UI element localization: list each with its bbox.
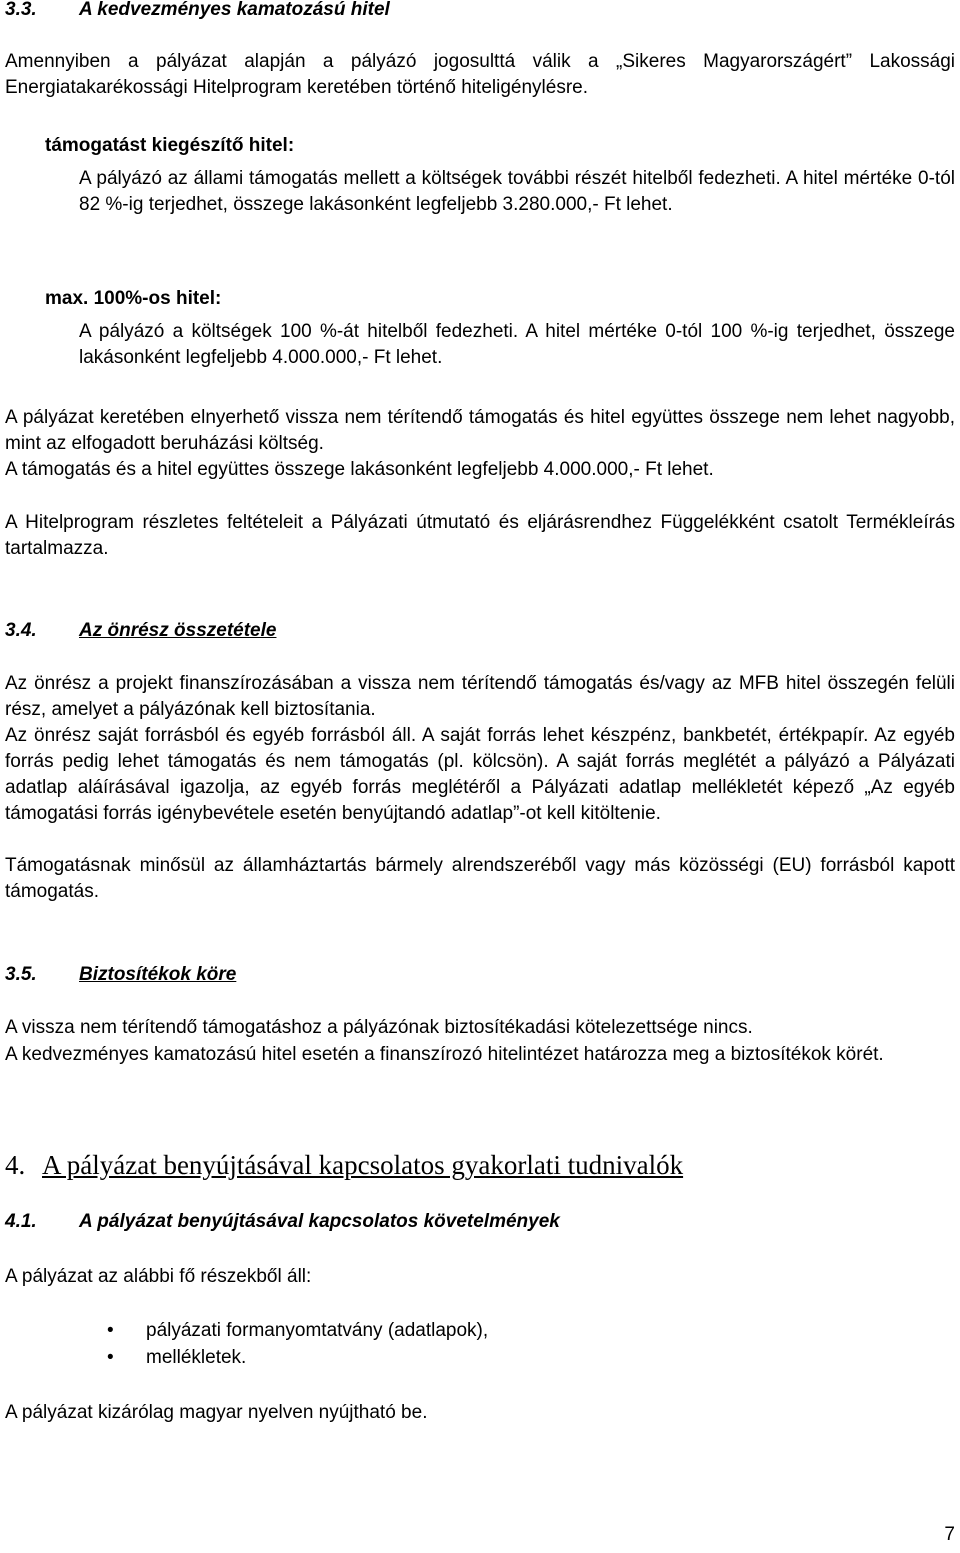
paragraph: Az önrész a projekt finanszírozásában a vissza nem térítendő támogatás és/vagy az MFB hitel összegén felüli rész, amelyet a pályázónak kell biztosítania. [5, 673, 955, 720]
paragraph: A kedvezményes kamatozású hitel esetén a finanszírozó hitelintézet határozza meg a biztosítékok körét. [5, 1044, 884, 1065]
paragraph: A támogatás és a hitel együttes összege lakásonként legfeljebb 4.000.000,- Ft lehet. [5, 459, 714, 480]
paragraph: A Hitelprogram részletes feltételeit a Pályázati útmutató és eljárásrendhez Függelékként csatolt Termékleírás tartalmazza. [5, 512, 955, 559]
subheading-supplementary-loan: támogatást kiegészítő hitel: [45, 135, 295, 156]
paragraph: Támogatásnak minősül az államháztartás bármely alrendszeréből vagy más közösségi (EU) forrásból kapott támogatás. [5, 855, 955, 902]
section-title: A kedvezményes kamatozású hitel [79, 0, 390, 20]
section-number: 3.3. [5, 0, 37, 20]
paragraph: A pályázat az alábbi fő részekből áll: [5, 1266, 312, 1287]
bullet-icon: • [107, 1347, 114, 1368]
section-title: Biztosítékok köre [79, 964, 237, 985]
paragraph: A pályázó a költségek 100 %-át hitelből fedezheti. A hitel mértéke 0-tól 100 %-ig terjedhet, összege lakásonként legfeljebb 4.000.000,- Ft lehet. [79, 321, 955, 368]
chapter-heading-4 [5, 1148, 955, 1182]
list-item [5, 1345, 955, 1372]
paragraph: A pályázó az állami támogatás mellett a költségek további részét hitelből fedezheti. A hitel mértéke 0-tól 82 %-ig terjedhet, összege lakásonként legfeljebb 3.280.000,- Ft lehet. [79, 168, 955, 215]
paragraph: A pályázat kizárólag magyar nyelven nyújtható be. [5, 1402, 428, 1423]
section-number: 3.5. [5, 964, 37, 985]
section-heading-3-3 [5, 0, 955, 23]
paragraph: Amennyiben a pályázat alapján a pályázó jogosulttá válik a „Sikeres Magyarországért” Lakossági Energiatakarékossági Hitelprogram keretében történő hiteligénylésre. [5, 51, 955, 98]
section-number: 3.4. [5, 620, 37, 641]
section-heading-3-4 [5, 618, 955, 644]
section-heading-3-5 [5, 962, 955, 988]
list-item-text: pályázati formanyomtatvány (adatlapok), [146, 1320, 489, 1341]
section-heading-4-1 [5, 1209, 955, 1235]
section-title: A pályázat benyújtásával kapcsolatos követelmények [79, 1211, 560, 1232]
bullet-icon: • [107, 1320, 114, 1341]
list-item [5, 1318, 955, 1345]
page-number: 7 [944, 1524, 955, 1545]
section-title: Az önrész összetétele [79, 620, 277, 641]
list-item-text: mellékletek. [146, 1347, 247, 1368]
section-number: 4.1. [5, 1211, 37, 1232]
paragraph: A vissza nem térítendő támogatáshoz a pályázónak biztosítékadási kötelezettsége nincs. [5, 1017, 753, 1038]
paragraph: Az önrész saját forrásból és egyéb forrásból áll. A saját forrás lehet készpénz, bankbetét, értékpapír. Az egyéb forrás pedig lehet támogatás és nem támogatás (pl. kölcsön). A saját forrás meglétét a pályázó a Pályázati adatlap aláírásával igazolja, az egyéb forrás meglétéről a Pályázati adatlap mellékletét képező „Az egyéb támogatási forrás igénybevétele esetén benyújtandó adatlap”-ot kell kitöltenie. [5, 725, 955, 824]
chapter-number: 4. [5, 1150, 26, 1180]
requirements-list [5, 1318, 955, 1372]
subheading-full-loan: max. 100%-os hitel: [45, 288, 222, 309]
paragraph: A pályázat keretében elnyerhető vissza nem térítendő támogatás és hitel együttes összege nem lehet nagyobb, mint az elfogadott beruházási költség. [5, 407, 955, 454]
chapter-title: A pályázat benyújtásával kapcsolatos gyakorlati tudnivalók [42, 1150, 684, 1180]
